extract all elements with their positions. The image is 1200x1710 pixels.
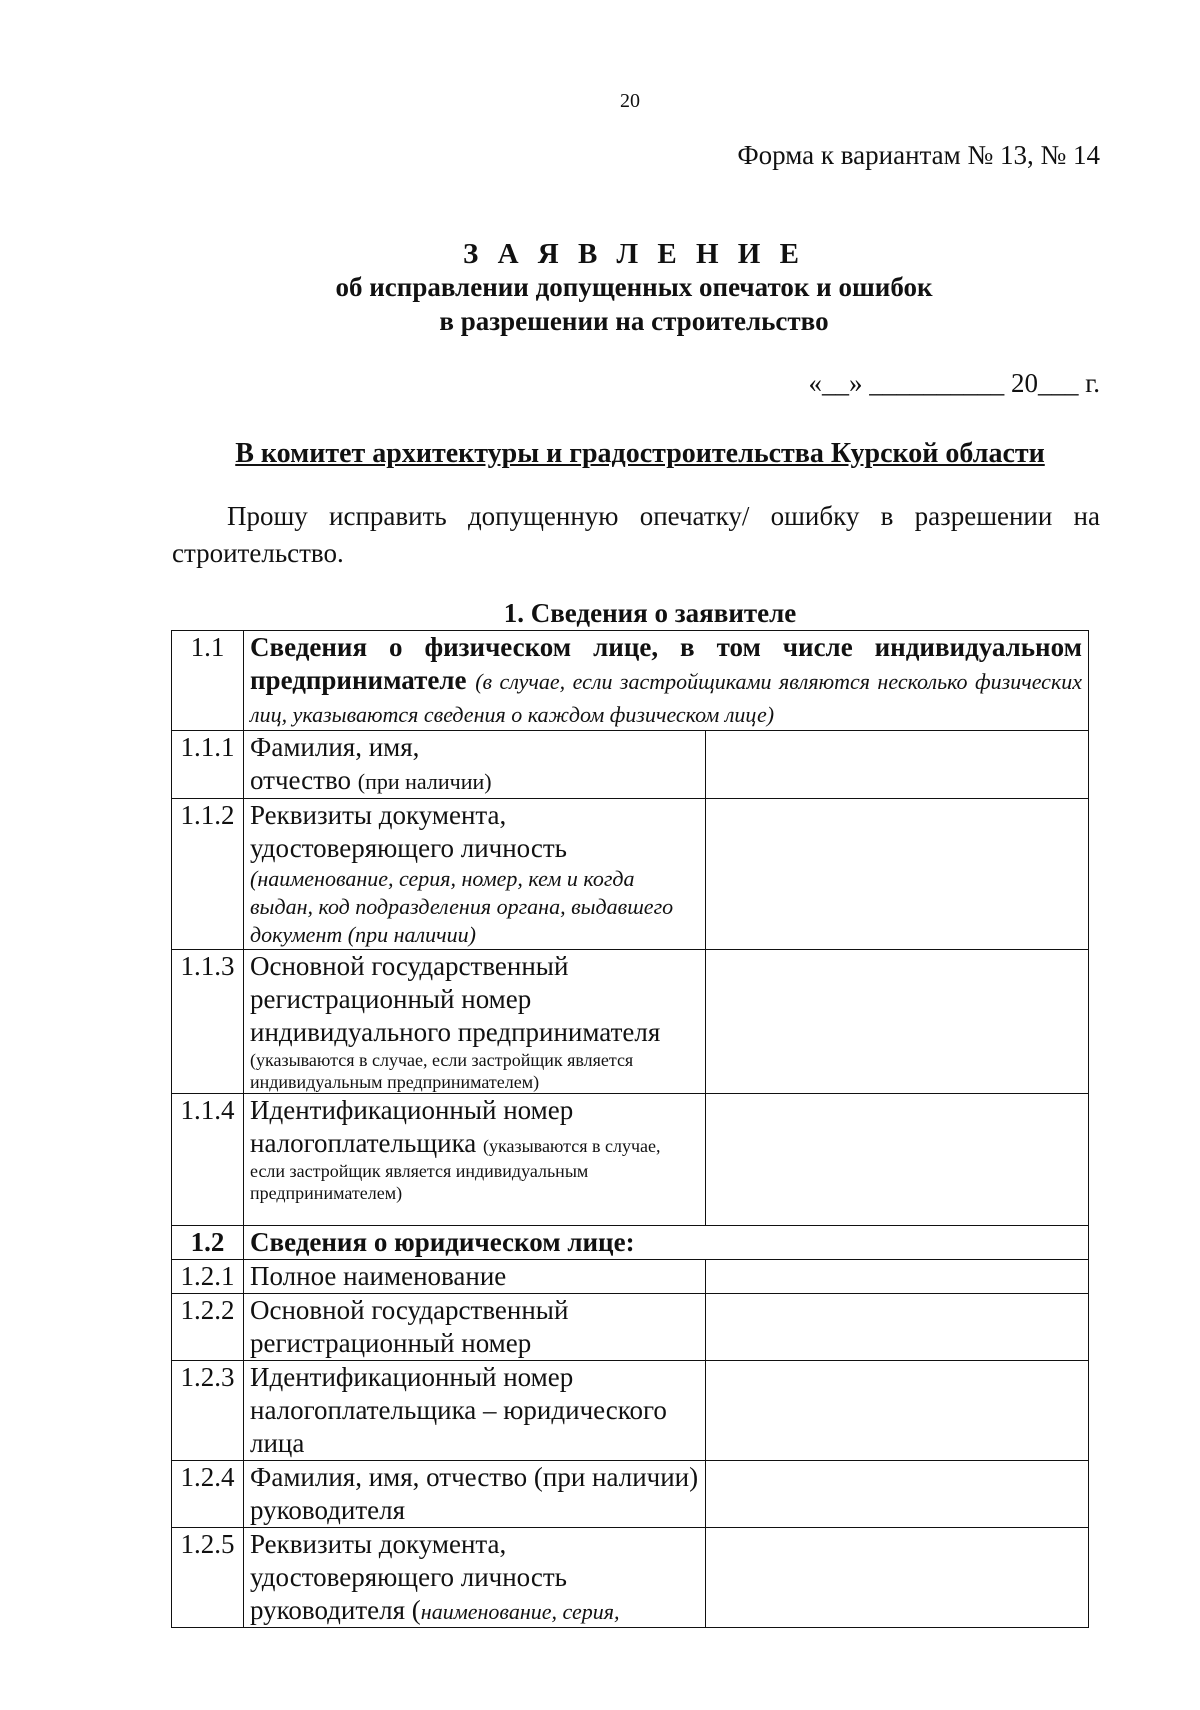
page-number: 20 bbox=[620, 90, 640, 112]
row-number: 1.1.3 bbox=[172, 950, 244, 1094]
row-note: если застройщик является индивидуальным предпринимателем) bbox=[250, 1161, 589, 1203]
date-line: «__» __________ 20___ г. bbox=[808, 368, 1100, 398]
table-row bbox=[172, 1260, 1089, 1294]
row-label: Полное наименование bbox=[244, 1260, 706, 1294]
row-label-text: Идентификационный номер налогоплательщика bbox=[250, 1095, 574, 1158]
table-row bbox=[172, 799, 1089, 950]
row-number: 1.2.3 bbox=[172, 1361, 244, 1461]
table-row bbox=[172, 1361, 1089, 1461]
subtitle-line-1: об исправлении допущенных опечаток и ошибок bbox=[335, 272, 933, 302]
row-label: Идентификационный номер налогоплательщика – юридического лица bbox=[244, 1361, 706, 1461]
table-row bbox=[172, 1226, 1089, 1260]
table-row bbox=[172, 731, 1089, 799]
value-field[interactable] bbox=[706, 731, 1089, 799]
value-field[interactable] bbox=[706, 1528, 1089, 1628]
value-field[interactable] bbox=[706, 1094, 1089, 1226]
row-label-text: Сведения о физическом лице, в том числе индивидуальном предпринимателе bbox=[250, 632, 1082, 695]
value-field[interactable] bbox=[706, 1461, 1089, 1528]
row-label-text: Фамилия, имя, bbox=[250, 732, 420, 762]
row-note: (в случае, если застройщиками являются несколько физических лиц, указываются сведения о каждом физическом лице) bbox=[250, 669, 1082, 727]
row-number: 1.1 bbox=[172, 631, 244, 731]
row-label: Основной государственный регистрационный номер bbox=[244, 1294, 706, 1361]
table-row bbox=[172, 1094, 1089, 1226]
row-number: 1.2.5 bbox=[172, 1528, 244, 1628]
row-number: 1.1.1 bbox=[172, 731, 244, 799]
row-label bbox=[244, 1528, 706, 1628]
row-label: Фамилия, имя, отчество (при наличии) руководителя bbox=[244, 1461, 706, 1528]
table-row bbox=[172, 950, 1089, 1094]
row-label bbox=[244, 950, 706, 1094]
row-label: Сведения о юридическом лице: bbox=[244, 1226, 1089, 1260]
row-label bbox=[244, 631, 1089, 731]
value-field[interactable] bbox=[706, 950, 1089, 1094]
row-label-text: Основной государственный регистрационный номер индивидуального предпринимателя bbox=[250, 951, 661, 1047]
form-reference: Форма к вариантам № 13, № 14 bbox=[737, 140, 1100, 170]
row-label-text: Реквизиты документа, удостоверяющего личность bbox=[250, 1529, 567, 1592]
row-label-text: отчество bbox=[250, 765, 352, 795]
row-note: (при наличии) bbox=[357, 769, 492, 794]
row-label bbox=[244, 731, 706, 799]
table-row bbox=[172, 631, 1089, 731]
value-field[interactable] bbox=[706, 799, 1089, 950]
value-field[interactable] bbox=[706, 1260, 1089, 1294]
row-label-text: Реквизиты документа, удостоверяющего личность bbox=[250, 800, 567, 863]
subtitle-line-2: в разрешении на строительство bbox=[439, 306, 829, 336]
row-number: 1.1.2 bbox=[172, 799, 244, 950]
row-note: (указываются в случае, bbox=[483, 1136, 661, 1156]
value-field[interactable] bbox=[706, 1294, 1089, 1361]
document-title: З А Я В Л Е Н И Е bbox=[463, 238, 805, 270]
row-label bbox=[244, 1094, 706, 1226]
table-row bbox=[172, 1461, 1089, 1528]
row-number: 1.2.4 bbox=[172, 1461, 244, 1528]
document-subtitle bbox=[0, 270, 1200, 338]
request-text: Прошу исправить допущенную опечатку/ ошибку в разрешении на строительство. bbox=[172, 501, 1100, 568]
addressee: В комитет архитектуры и градостроительства Курской области bbox=[235, 438, 1045, 469]
row-label bbox=[244, 799, 706, 950]
row-number: 1.1.4 bbox=[172, 1094, 244, 1226]
row-note: (наименование, серия, номер, кем и когда выдан, код подразделения органа, выдавшего документ (при наличии) bbox=[250, 866, 674, 947]
row-label-text: руководителя ( bbox=[250, 1595, 421, 1625]
table-row bbox=[172, 1528, 1089, 1628]
value-field[interactable] bbox=[706, 1361, 1089, 1461]
table-row bbox=[172, 1294, 1089, 1361]
row-note: наименование, серия, bbox=[420, 1599, 620, 1624]
row-number: 1.2.1 bbox=[172, 1260, 244, 1294]
row-number: 1.2 bbox=[172, 1226, 244, 1260]
section-title: 1. Сведения о заявителе bbox=[503, 598, 797, 628]
row-note: (указываются в случае, если застройщик является индивидуальным предпринимателем) bbox=[250, 1050, 634, 1092]
row-number: 1.2.2 bbox=[172, 1294, 244, 1361]
applicant-info-table bbox=[171, 630, 1089, 1628]
